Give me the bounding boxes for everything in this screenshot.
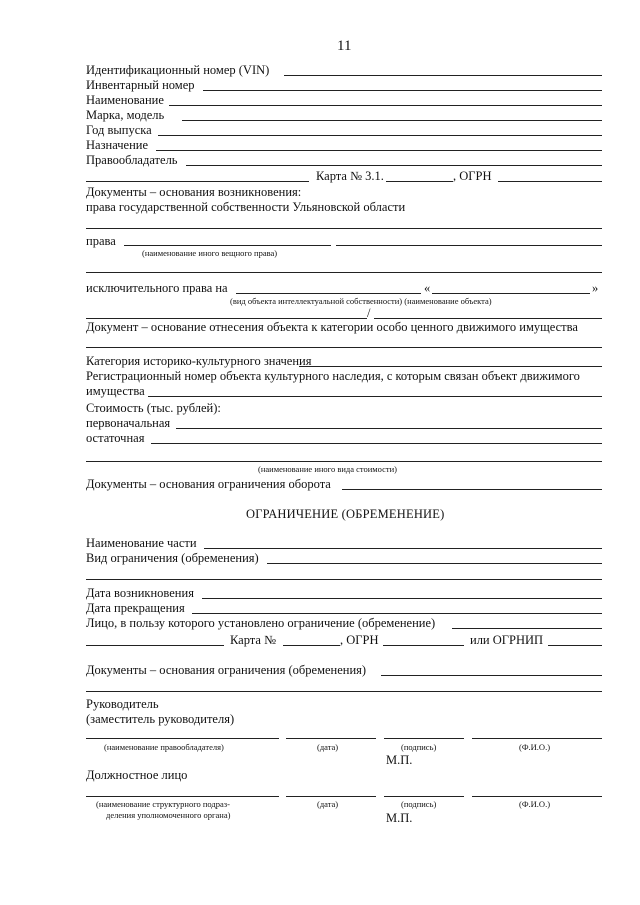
line-ogrn[interactable] [498, 181, 602, 182]
label-encumbrance-type: Вид ограничения (обременения) [86, 551, 259, 565]
line-valuable-doc[interactable] [86, 347, 602, 348]
caption-holder: (наименование правообладателя) [104, 742, 224, 752]
line-beneficiary-2[interactable] [86, 645, 224, 646]
line-enc-docs[interactable] [381, 675, 602, 676]
line-beneficiary[interactable] [452, 628, 602, 629]
caption-signature: (подпись) [401, 742, 437, 752]
line-heritage-cat[interactable] [299, 366, 602, 367]
label-brand: Марка, модель [86, 108, 165, 122]
line-ip-2b[interactable] [374, 318, 602, 319]
caption-other-cost: (наименование иного вида стоимости) [258, 464, 397, 474]
label-heritage-reg: Регистрационный номер объекта культурного наследия, с которым связан объект движимого [86, 369, 580, 383]
line-sign-unit[interactable] [86, 796, 279, 797]
quote-close: » [592, 281, 599, 295]
label-valuable-doc: Документ – основание отнесения объекта к категории особо ценного движимого имущества [86, 320, 578, 334]
caption-unit-1: (наименование структурного подраз- [96, 799, 230, 809]
page-number: 11 [337, 38, 352, 54]
line-enc-ogrn[interactable] [383, 645, 464, 646]
caption-date: (дата) [317, 742, 339, 752]
line-exclusive-name[interactable] [432, 293, 590, 294]
label-enc-docs: Документы – основания ограничения (обременения) [86, 663, 367, 677]
caption-unit-2: деления уполномоченного органа) [106, 810, 231, 820]
label-enc-ogrn: , ОГРН [340, 633, 379, 647]
line-exclusive-type[interactable] [236, 293, 421, 294]
line-vin[interactable] [284, 75, 602, 76]
caption-fio: (Ф.И.О.) [519, 742, 551, 752]
label-year: Год выпуска [86, 123, 152, 137]
label-inventory: Инвентарный номер [86, 78, 195, 92]
line-holder-2[interactable] [86, 181, 309, 182]
label-docs-basis: Документы – основания возникновения: [86, 185, 302, 199]
label-residual: остаточная [86, 431, 145, 445]
line-inventory[interactable] [203, 90, 602, 91]
label-exclusive: исключительного права на [86, 281, 228, 295]
line-rights-a[interactable] [124, 245, 331, 246]
line-sign-signature-2[interactable] [384, 796, 464, 797]
line-sign-fio-2[interactable] [472, 796, 602, 797]
label-card: Карта № [230, 633, 277, 647]
label-official: Должностное лицо [86, 768, 188, 782]
seal-label: М.П. [386, 753, 413, 767]
label-deputy: (заместитель руководителя) [86, 712, 235, 726]
line-initial[interactable] [176, 428, 602, 429]
label-name: Наименование [86, 93, 164, 107]
line-enc-docs-2[interactable] [86, 691, 602, 692]
line-year[interactable] [158, 135, 602, 136]
label-rights: права [86, 234, 116, 248]
caption-other-right: (наименование иного вещного права) [142, 248, 278, 258]
line-part-name[interactable] [204, 548, 602, 549]
caption-signature-2: (подпись) [401, 799, 437, 809]
label-turnover-docs: Документы – основания ограничения оборота [86, 477, 331, 491]
line-state-rights[interactable] [86, 228, 602, 229]
line-card-31[interactable] [386, 181, 453, 182]
line-rights-b[interactable] [336, 245, 602, 246]
line-residual[interactable] [151, 443, 602, 444]
label-heritage-cat: Категория историко-культурного значения [86, 354, 312, 368]
label-start-date: Дата возникновения [86, 586, 194, 600]
caption-fio-2: (Ф.И.О.) [519, 799, 551, 809]
label-state-rights: права государственной собственности Ульяновской области [86, 200, 406, 214]
line-brand[interactable] [182, 120, 602, 121]
line-card[interactable] [283, 645, 340, 646]
label-end-date: Дата прекращения [86, 601, 185, 615]
seal-label-2: М.П. [386, 811, 413, 825]
line-holder[interactable] [186, 165, 602, 166]
line-name[interactable] [169, 105, 602, 106]
label-card-31: Карта № 3.1. [316, 169, 384, 183]
slash: / [367, 306, 371, 320]
label-beneficiary: Лицо, в пользу которого установлено ограничение (обременение) [86, 616, 436, 630]
line-sign-date[interactable] [286, 738, 376, 739]
caption-ip: (вид объекта интеллектуальной собственности) (наименование объекта) [230, 296, 492, 306]
line-rights-2[interactable] [86, 272, 602, 273]
label-ogrn: , ОГРН [453, 169, 492, 183]
line-property[interactable] [148, 396, 602, 397]
caption-date-2: (дата) [317, 799, 339, 809]
line-sign-fio[interactable] [472, 738, 602, 739]
quote-open: « [424, 281, 431, 295]
line-encumbrance-type[interactable] [267, 563, 602, 564]
label-initial: первоначальная [86, 416, 171, 430]
line-ip-2a[interactable] [86, 318, 367, 319]
label-ogrnip: или ОГРНИП [470, 633, 544, 647]
section-heading-encumbrance: ОГРАНИЧЕНИЕ (ОБРЕМЕНЕНИЕ) [246, 507, 445, 521]
line-turnover-docs[interactable] [342, 489, 602, 490]
line-ogrnip[interactable] [548, 645, 602, 646]
label-part-name: Наименование части [86, 536, 197, 550]
line-sign-holder[interactable] [86, 738, 279, 739]
line-start-date[interactable] [202, 598, 602, 599]
line-sign-signature[interactable] [384, 738, 464, 739]
label-property: имущества [86, 384, 145, 398]
label-holder: Правообладатель [86, 153, 178, 167]
line-purpose[interactable] [156, 150, 602, 151]
line-sign-date-2[interactable] [286, 796, 376, 797]
line-other-cost[interactable] [86, 461, 602, 462]
line-encumbrance-type-2[interactable] [86, 579, 602, 580]
label-head: Руководитель [86, 697, 159, 711]
label-vin: Идентификационный номер (VIN) [86, 63, 270, 77]
line-end-date[interactable] [192, 613, 602, 614]
label-cost: Стоимость (тыс. рублей): [86, 401, 221, 415]
label-purpose: Назначение [86, 138, 149, 152]
